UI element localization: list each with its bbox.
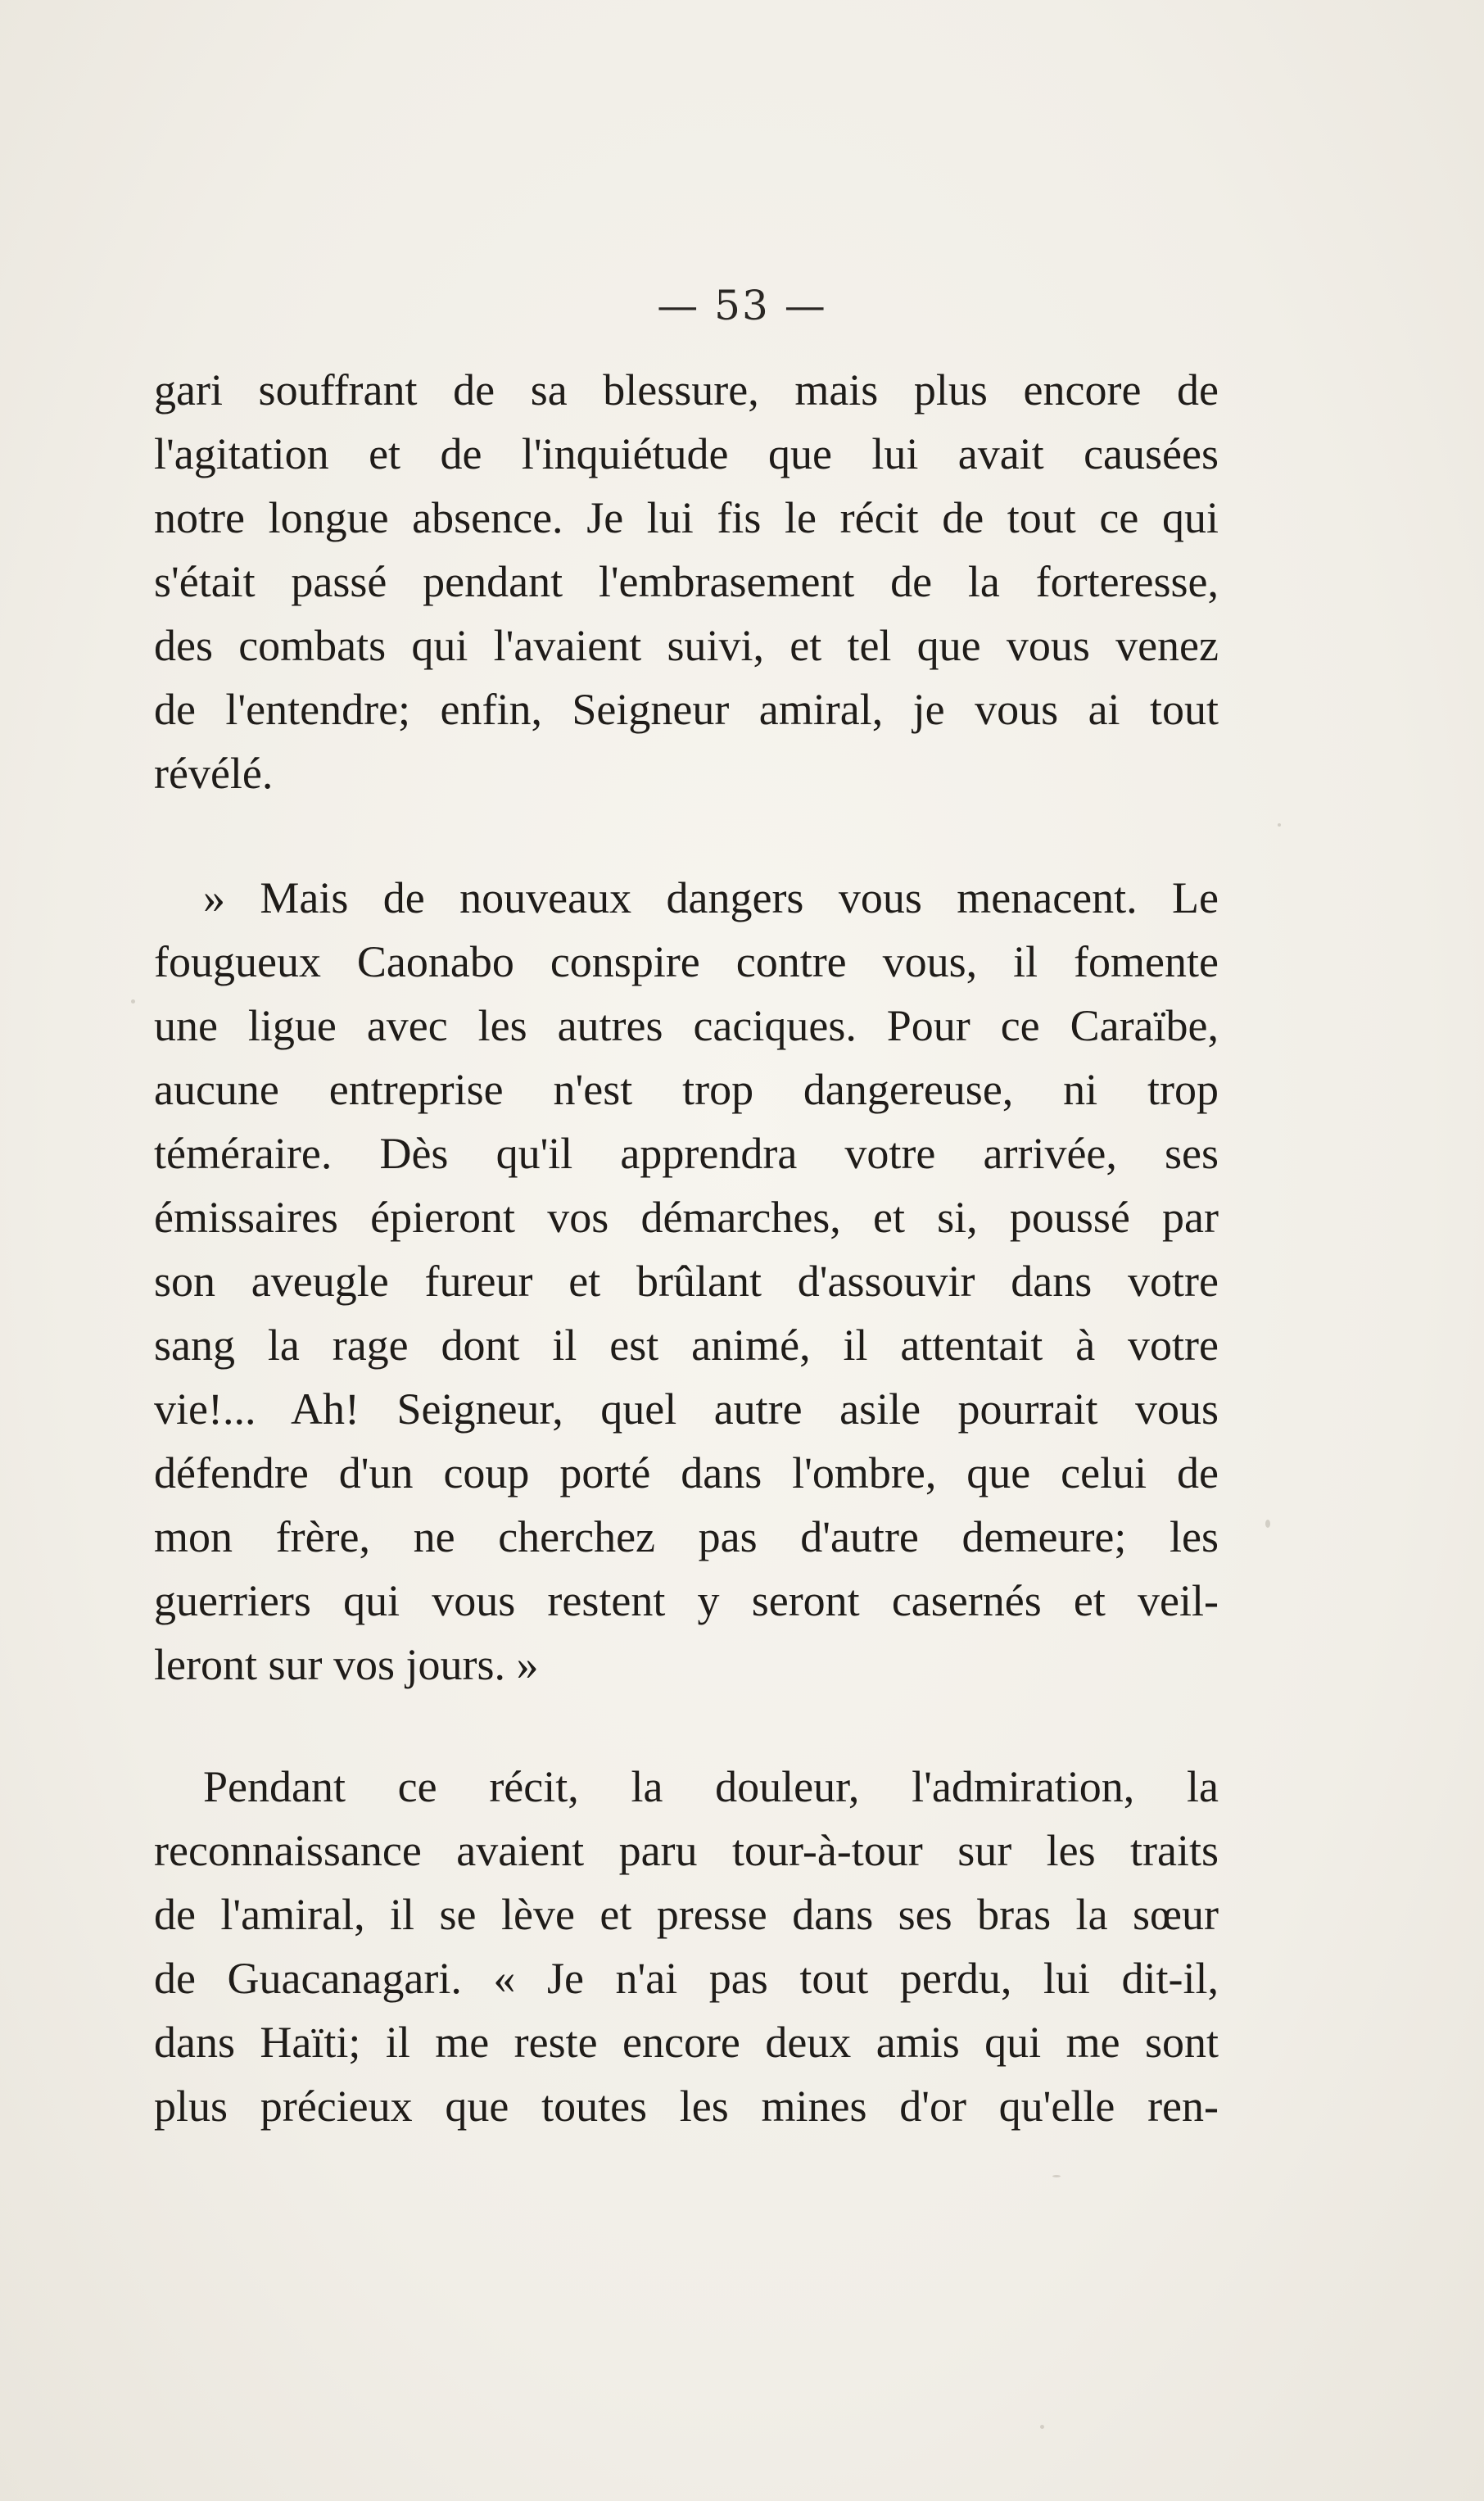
paragraph-1 [154,358,1219,805]
text-line: plus précieux que toutes les mines d'or qu'elle ren- [154,2082,1219,2131]
text-line: de Guacanagari. « Je n'ai pas tout perdu, lui dit-il, [154,1954,1219,2003]
paper-speck [131,999,135,1004]
paragraph-3 [154,1755,1219,2138]
text-line: » Mais de nouveaux dangers vous menacent. Le [203,873,1219,922]
paper-speck [1265,1520,1270,1528]
text-line: notre longue absence. Je lui fis le récit de tout ce qui [154,493,1219,542]
text-line: leront sur vos jours. » [154,1640,539,1689]
paper-speck [1278,823,1281,827]
text-line: son aveugle fureur et brûlant d'assouvir dans votre [154,1257,1219,1306]
text-line: des combats qui l'avaient suivi, et tel que vous venez [154,621,1219,670]
text-line: téméraire. Dès qu'il apprendra votre arrivée, ses [154,1129,1219,1178]
text-line: de l'amiral, il se lève et presse dans ses bras la sœur [154,1890,1219,1939]
text-line: guerriers qui vous restent y seront casernés et veil- [154,1576,1219,1625]
paper-speck [1040,2425,1044,2429]
text-line: Pendant ce récit, la douleur, l'admiration, la [203,1762,1219,1811]
page-number: — 53 — [657,282,827,329]
text-line: fougueux Caonabo conspire contre vous, il fomente [154,937,1219,986]
text-line: reconnaissance avaient paru tour-à-tour sur les traits [154,1826,1219,1875]
text-line: défendre d'un coup porté dans l'ombre, que celui de [154,1448,1219,1497]
paragraph-2 [154,866,1219,1697]
text-line: gari souffrant de sa blessure, mais plus encore de [154,365,1219,415]
text-line: vie!... Ah! Seigneur, quel autre asile pourrait vous [154,1384,1219,1434]
text-line: mon frère, ne cherchez pas d'autre demeure; les [154,1512,1219,1561]
text-line: sang la rage dont il est animé, il attentait à votre [154,1321,1219,1370]
text-line: de l'entendre; enfin, Seigneur amiral, je vous ai tout [154,685,1219,734]
text-line: dans Haïti; il me reste encore deux amis qui me sont [154,2018,1219,2067]
text-line: une ligue avec les autres caciques. Pour ce Caraïbe, [154,1001,1219,1050]
text-line: s'était passé pendant l'embrasement de la forteresse, [154,557,1219,606]
paper-speck [1052,2175,1061,2177]
text-line: révélé. [154,749,274,798]
text-line: aucune entreprise n'est trop dangereuse, ni trop [154,1065,1219,1114]
text-line: l'agitation et de l'inquiétude que lui avait causées [154,429,1219,478]
text-line: émissaires épieront vos démarches, et si, poussé par [154,1193,1219,1242]
